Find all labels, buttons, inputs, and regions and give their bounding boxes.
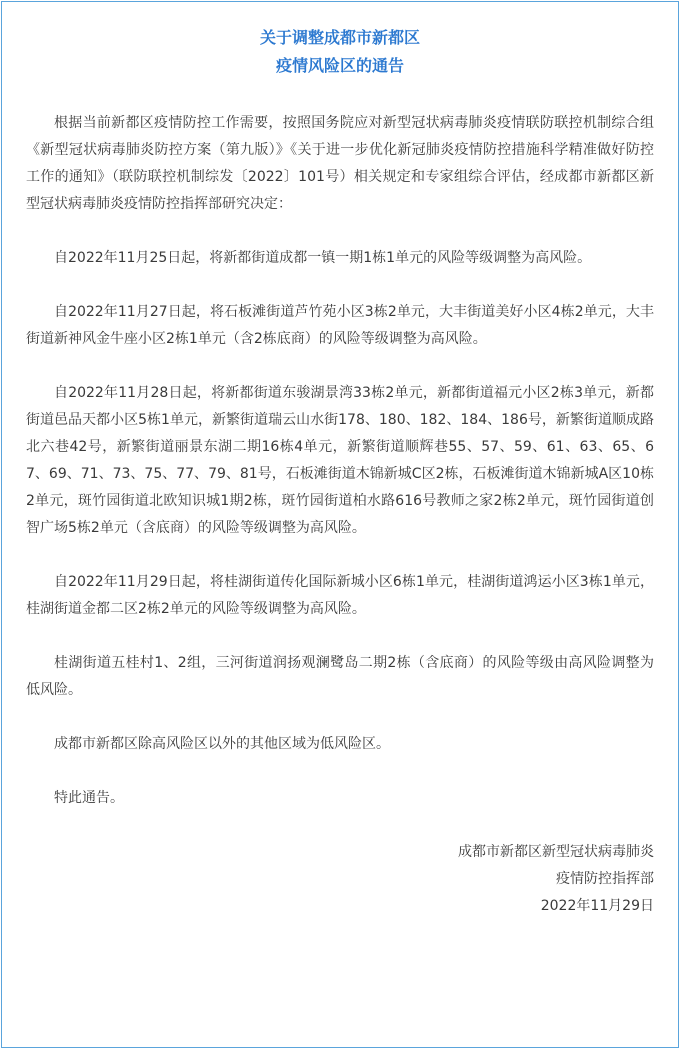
notice-document [1,1,679,1048]
paragraph-intro: 根据当前新都区疫情防控工作需要，按照国务院应对新型冠状病毒肺炎疫情联防联控机制综合组《新型冠状病毒肺炎防控方案（第九版）》《关于进一步优化新冠肺炎疫情防控措施科学精准做好防控工作的通知》（联防联控机制综发〔2022〕101号）相关规定和专家组综合评估，经成都市新都区新型冠状病毒肺炎疫情防控指挥部研究决定： [26,115,654,212]
notice-title-line-2: 疫情风险区的通告 [275,56,404,75]
paragraph-nov-29: 自2022年11月29日起，将桂湖街道传化国际新城小区6栋1单元，桂湖街道鸿运小区3栋1单元，桂湖街道金都二区2栋2单元的风险等级调整为高风险。 [26,574,654,617]
paragraph-low-risk-adjust: 桂湖街道五桂村1、2组，三河街道润扬观澜鹭岛二期2栋（含底商）的风险等级由高风险调整为低风险。 [26,655,654,698]
paragraph-other-areas: 成都市新都区除高风险区以外的其他区域为低风险区。 [54,736,390,752]
paragraph-closing: 特此通告。 [54,790,124,806]
notice-title-line-1: 关于调整成都市新都区 [259,28,420,47]
paragraph-nov-25: 自2022年11月25日起，将新都街道成都一镇一期1栋1单元的风险等级调整为高风险。 [54,250,592,266]
signature-date: 2022年11月29日 [540,898,654,914]
signature-block [26,839,654,920]
notice-title [26,24,654,80]
signature-org-line-2: 疫情防控指挥部 [556,871,654,887]
paragraph-nov-28: 自2022年11月28日起，将新都街道东骏湖景湾33栋2单元，新都街道福元小区2栋3单元，新都街道邑品天都小区5栋1单元，新繁街道瑞云山水街178、180、182、184、186号，新繁街道顺成路北六巷42号，新繁街道丽景东湖二期16栋4单元，新繁街道顺辉巷55、57、59、61、63、65、67、69、71、73、75、77、79、81号，石板滩街道木锦新城C区2栋，石板滩街道木锦新城A区10栋2单元，斑竹园街道北欧知识城1期2栋，斑竹园街道柏水路616号教师之家2栋2单元，斑竹园街道创智广场5栋2单元（含底商）的风险等级调整为高风险。 [26,385,654,536]
signature-org-line-1: 成都市新都区新型冠状病毒肺炎 [458,844,654,860]
paragraph-nov-27: 自2022年11月27日起，将石板滩街道芦竹苑小区3栋2单元，大丰街道美好小区4栋2单元，大丰街道新神风金牛座小区2栋1单元（含2栋底商）的风险等级调整为高风险。 [26,304,654,347]
